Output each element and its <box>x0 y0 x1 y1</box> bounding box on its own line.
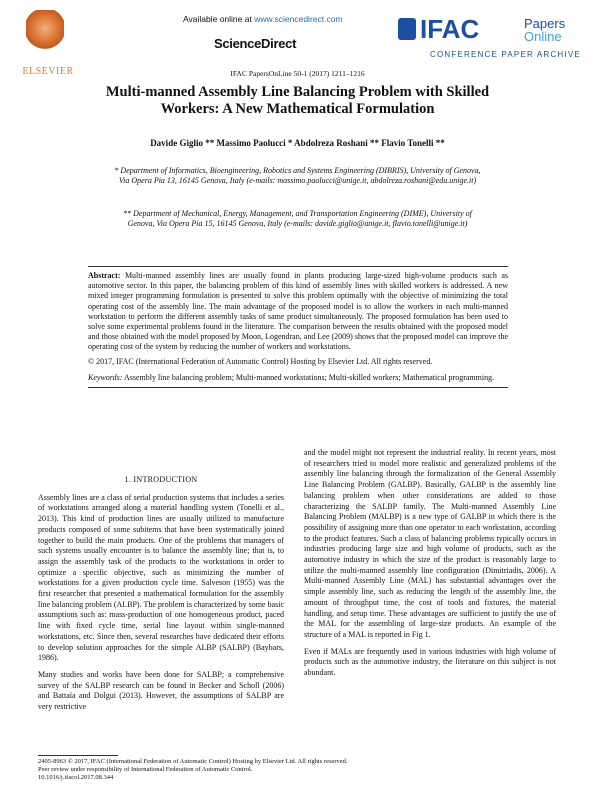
available-online-line <box>183 14 343 24</box>
journal-citation: IFAC PapersOnLine 50-1 (2017) 1211–1216 <box>230 69 365 78</box>
footer-peer-review: Peer review under responsibility of International Federation of Automatic Control. <box>38 766 253 773</box>
intro-paragraph-1: Assembly lines are a class of serial production systems that includes a series of workstations arranged along a material handling system (Tonelli et al., 2013). This kind of production lines are usually utilized to manufacture products composed of some subitems that have been systematically joined together to build the main products. One of the problems that managers of such systems usually encounter is to balance the assembly line; that is, to assign the assembly task of the products to the workstations in order to optimize a specific objective, such as minimizing the number of workstations for a given production cycle time. Salveson (1955) was the first researcher that presented a mathematical formulation for the assembly line balancing problem (ALBP). The problem is characterized by some basic assumptions such as: mass-production of one homogeneous product, paced line with fixed cycle time, serial line layout within single-manned workstations, etc. Since then, several researches have dedicated their efforts to develop solution approaches for the simple ALBP (SALBP) (Baybars, 1986). <box>38 492 284 663</box>
abstract-paragraph <box>88 271 508 353</box>
section-heading: 1. INTRODUCTION <box>124 475 198 484</box>
elsevier-logo <box>18 8 72 78</box>
elsevier-wordmark: ELSEVIER <box>22 66 74 77</box>
paper-authors: Davide Giglio ** Massimo Paolucci * Abdolreza Roshani ** Flavio Tonelli ** <box>150 138 445 148</box>
abstract-label: Abstract: <box>88 271 121 280</box>
keywords-text: Assembly line balancing problem; Multi-manned workstations; Multi-skilled workers; Mathematical programming. <box>123 372 495 382</box>
copyright-line: © 2017, IFAC (International Federation of Automatic Control) Hosting by Elsevier Ltd. All rights reserved. <box>88 356 433 366</box>
abstract-top-rule <box>88 266 508 267</box>
ifac-logo <box>420 14 590 70</box>
affiliation-dime: ** Department of Mechanical, Energy, Management, and Transportation Engineering (DIME), University of Genova, Via Opera Pia 15, 16145 Genova, Italy (e-mails: davide.giglio@unige.it, flavio.tonelli@unige.it) <box>123 209 472 228</box>
intro-paragraph-4: Even if MALs are frequently used in various industries with high volume of products such as the automotive industry, the literature on this subject is not abundant. <box>304 646 556 678</box>
page-footer <box>38 755 556 782</box>
available-prefix: Available online at <box>183 14 255 24</box>
keywords-label: Keywords: <box>88 372 123 382</box>
left-column <box>38 475 284 719</box>
ifac-mark-icon <box>398 18 416 40</box>
footer-doi[interactable]: 10.1016/j.ifacol.2017.08.344 <box>38 774 114 781</box>
elsevier-tree-icon <box>26 10 64 56</box>
sciencedirect-link[interactable]: www.sciencedirect.com <box>254 14 343 24</box>
ifac-online-label: Online <box>524 29 562 44</box>
sciencedirect-logo: ScienceDirect <box>214 36 297 51</box>
footer-rule <box>38 755 118 756</box>
keywords-paragraph <box>88 373 508 383</box>
ifac-papers-label: Papers <box>524 16 566 31</box>
intro-paragraph-2: Many studies and works have been done for SALBP; a comprehensive survey of the SALBP research can be found in Becker and Scholl (2006) and Battaïa and Dolgui (2013). However, the assumptions of SALBP are very restrictive <box>38 669 284 712</box>
abstract-text: Multi-manned assembly lines are usually found in plants producing large-sized high-volume products such as automotive sector. In this paper, the balancing problem of this kind of assembly lines with skilled workers is addressed. A new mixed integer programming formulation is presented to solve this problem optimally with the objective of minimizing the total operating cost of the assembly line. The main advantage of the proposed model is to allow the workers in each multi-manned workstation to perform the different assembly tasks of same product simultaneously. The proposed formulation has been used to solve some experimental problems found in the literature. The comparison between the results obtained with the proposed model and those obtained with the model proposed by Moon, Logendran, and Lee (2009) shows that the proposed model can improve the operating cost of the system by reducing the number of workers and workstations. <box>88 271 509 352</box>
intro-paragraph-3: and the model might not represent the industrial reality. In recent years, most of researchers tried to model more realistic and generalized problems of the assembly line balancing through the formalization of the General Assembly Line Balancing Problem (GALBP). Basically, GALBP is the assembly line balancing problem when other considerations are added to those characterizing the SALBP family. The Multi-manned Assembly Line Balancing Problem (MALBP) is a new type of GALBP in which there is the possibility of assigning more than one operator to each workstation, according to the product features. Such a class of balancing problems typically occurs in industries producing large size and high volume of products, such as the automotive industry in which the size of the product is reasonably large to utilize the multi-manned assembly line configuration (Dimitriadis, 2006). A Multi-manned Assembly Line (MAL) has substantial advantages over the simple assembly line, such as reducing the length of the assembly line, the amount of throughput time, the cost of tools and fixtures, the material handling, and setup time. These advantages are sufficient to justify the use of the MAL for the assembling of large-size products. An example of the structure of a MAL is reported in Fig 1. <box>304 448 556 639</box>
paper-title: Multi-manned Assembly Line Balancing Problem with Skilled Workers: A New Mathematical Formulation <box>105 84 490 117</box>
ifac-wordmark: IFAC <box>420 14 480 44</box>
footer-issn: 2405-8963 © 2017, IFAC (International Federation of Automatic Control) Hosting by Elsevier Ltd. All rights reserved. <box>38 758 348 765</box>
ifac-archive-label: CONFERENCE PAPER ARCHIVE <box>430 50 581 59</box>
abstract-box <box>88 266 508 388</box>
abstract-bottom-rule <box>88 387 508 388</box>
right-column <box>304 448 556 685</box>
affiliation-dibris: * Department of Informatics, Bioengineering, Robotics and Systems Engineering (DIBRIS), University of Genova, Via Opera Pia 13, 16145 Genova, Italy (e-mails: massimo.paolucci@unige.it, abdolreza.roshani@edu.unige.it) <box>114 166 481 185</box>
